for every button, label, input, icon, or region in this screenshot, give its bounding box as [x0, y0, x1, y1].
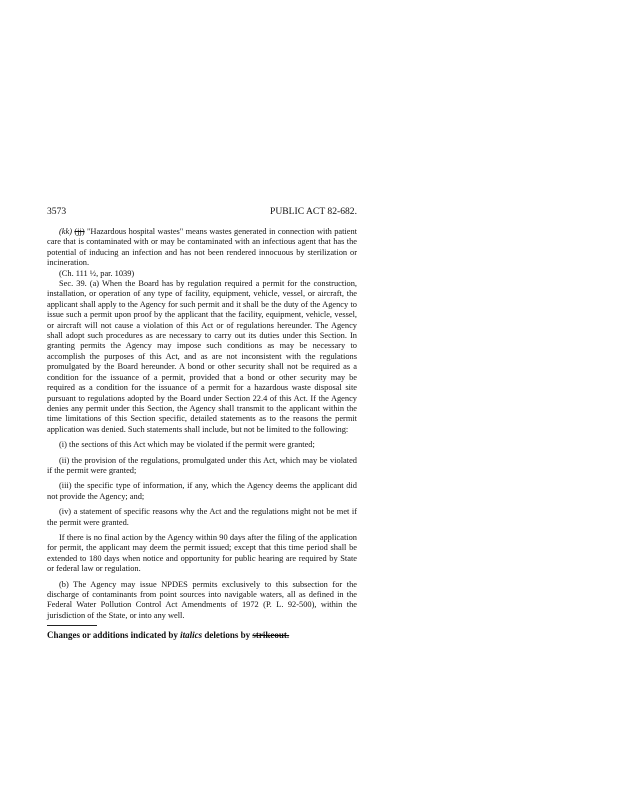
- definition-text: "Hazardous hospital wastes" means wastes generated in connection with patient care that is contaminated with or may be contaminated with an infectious agent that has the potential of inducing an infection and has not been rendered innocuous by sterilization or incineration.: [47, 227, 358, 268]
- citation: (Ch. 111 ½, par. 1039): [59, 268, 135, 278]
- deleted-label: (jj): [74, 227, 85, 236]
- footnote-divider: [47, 625, 97, 626]
- footnote-middle: deletions by: [204, 630, 251, 641]
- final-action-paragraph: If there is no final action by the Agency within 90 days after the filing of the application for permit, the applicant may deem the permit issued; except that this time period shall be extended to 180 days when notice and opportunity for public hearing are required by State or federal law or regulation.: [47, 532, 357, 574]
- page-header: [47, 206, 357, 218]
- footnote-italics: italics: [180, 630, 203, 641]
- list-item-iii: (iii) the specific type of information, if any, which the Agency deems the applicant did not provide the Agency; and;: [47, 481, 357, 501]
- act-title: PUBLIC ACT 82-682.: [270, 206, 357, 217]
- document-page: [47, 206, 357, 641]
- npdes-paragraph: (b) The Agency may issue NPDES permits exclusively to this subsection for the discharge of contaminants from point sources into navigable waters, all as defined in the Federal Water Pollution Control Act Amendments of 1972 (P. L. 92-500), within the jurisdiction of the State, or into any well.: [47, 579, 357, 620]
- footnote-lead: Changes or additions indicated by: [47, 630, 178, 641]
- list-item-ii: (ii) the provision of the regulations, promulgated under this Act, which may be violated if the permit were granted;: [47, 455, 357, 475]
- inserted-label: (kk): [59, 227, 73, 236]
- list-item-iv: (iv) a statement of specific reasons why the Act and the regulations might not be met if the permit were granted.: [47, 507, 357, 527]
- footnote-strikeout: strikeout.: [252, 630, 290, 641]
- page-number: 3573: [47, 206, 67, 217]
- section-39-paragraph: Sec. 39. (a) When the Board has by regulation required a permit for the construction, installation, or operation of any type of facility, equipment, vehicle, vessel, or aircraft, the applicant shall apply to the Agency for such permit and it shall be the duty of the Agency to issue such a permit upon proof by the applicant that the facility, equipment, vehicle, vessel, or aircraft will not cause a violation of this Act or of regulations hereunder. The Agency shall adopt such procedures as are necessary to carry out its duties under this Section. In granting permits the Agency may impose such conditions as may be necessary to accomplish the purposes of this Act, and as are not inconsistent with the regulations promulgated by the Board hereunder. A bond or other security shall not be required as a condition for the issuance of a permit, provided that a bond or other security may be required as a condition for the issuance of a permit for a hazardous waste disposal site pursuant to regulations adopted by the Board under Section 22.4 of this Act. If the Agency denies any permit under this Section, the Agency shall transmit to the applicant within the time limitations of this Section specific, detailed statements as to the reasons the permit application was denied. Such statements shall include, but not be limited to the following:: [47, 279, 357, 434]
- list-item-i: (i) the sections of this Act which may be violated if the permit were granted;: [59, 440, 315, 450]
- definition-paragraph: [47, 227, 357, 269]
- footnote: [47, 630, 357, 640]
